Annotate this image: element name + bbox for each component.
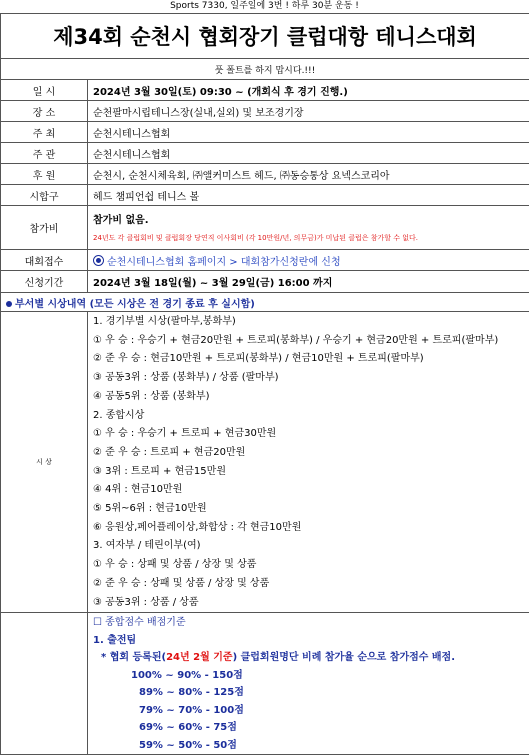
value-sponsor: 순천시, 순천시체육회, ㈜앨커미스트 헤드, ㈜동승통상 요넥스코리아 xyxy=(88,164,529,185)
awards-line: ③ 3위 : 트로피 + 현금15만원 xyxy=(93,465,226,477)
score-line: 59% ~ 50% - 50점 xyxy=(139,739,237,751)
awards-line: ① 우 승 : 우승기 + 현금20만원 + 트로피(봉화부) / 우승기 + 현금20만원 + 트로피(팔마부) xyxy=(93,334,499,346)
page-title: 제34회 순천시 협회장기 클럽대항 테니스대회 xyxy=(1,14,529,59)
value-organizer: 순천시테니스협회 xyxy=(88,143,529,164)
awards-line: ③ 공동3위 : 상품 / 상품 xyxy=(93,596,199,608)
label-date: 일 시 xyxy=(1,80,88,101)
value-period: 2024년 3월 18일(월) ~ 3월 29일(금) 16:00 까지 xyxy=(88,271,529,293)
awards-line: 1. 경기부별 시상(팔마부,봉화부) xyxy=(93,316,236,327)
registration-cell[interactable] xyxy=(88,250,529,271)
awards-section-title: 부서별 시상내역 (모든 시상은 전 경기 종료 후 실시함) xyxy=(15,298,255,310)
label-organizer: 주 관 xyxy=(1,143,88,164)
label-fee: 참가비 xyxy=(1,206,88,250)
registration-link[interactable]: 순천시테니스협회 홈페이지 > 대회참가신청란에 신청 xyxy=(107,256,341,268)
value-ball: 헤드 챔피언쉽 테니스 볼 xyxy=(88,185,529,206)
score-note: * 협회 등록된(24년 2월 기준) 클럽회원명단 비례 참가율 순으로 참가점수 배점. xyxy=(101,652,456,664)
info-table xyxy=(0,13,529,755)
awards-line: ① 우 승 : 상패 및 상품 / 상장 및 상품 xyxy=(93,559,257,571)
awards-line: ② 준 우 승 : 상패 및 상품 / 상장 및 상품 xyxy=(93,577,270,589)
label-ball: 시합구 xyxy=(1,185,88,206)
awards-line: ⑥ 응원상,페어플레이상,화합상 : 각 현금10만원 xyxy=(93,521,302,533)
bullet-icon xyxy=(6,301,12,307)
awards-line: ④ 공동5위 : 상품 (봉화부) xyxy=(93,390,210,402)
awards-line: ② 준 우 승 : 현금10만원 + 트로피(봉화부) / 현금10만원 + 트로피(팔마부) xyxy=(93,353,424,365)
score-heading: ☐ 종합점수 배점기준 xyxy=(93,617,186,629)
label-period: 신청기간 xyxy=(1,271,88,293)
awards-list xyxy=(88,312,529,613)
awards-line: ③ 공동3위 : 상품 (봉화부) / 상품 (팔마부) xyxy=(93,372,279,384)
label-host: 주 최 xyxy=(1,122,88,143)
awards-line: 2. 종합시상 xyxy=(93,409,145,421)
label-sponsor: 후 원 xyxy=(1,164,88,185)
awards-line: ④ 4위 : 현금10만원 xyxy=(93,484,183,496)
score-sub: 1. 출전팀 xyxy=(93,634,137,646)
notice: 풋 폴트를 하지 맙시다.!!! xyxy=(1,59,529,80)
awards-line: ① 우 승 : 우승기 + 트로피 + 현금30만원 xyxy=(93,428,277,440)
globe-icon xyxy=(93,255,104,266)
awards-line: ⑤ 5위~6위 : 현금10만원 xyxy=(93,503,207,515)
fee-cell xyxy=(88,206,529,250)
top-note: Sports 7330, 일주일에 3번 ! 하루 30분 운동 ! xyxy=(170,1,359,11)
label-registration: 대회접수 xyxy=(1,250,88,271)
score-line: 79% ~ 70% - 100점 xyxy=(139,704,244,716)
value-host: 순천시테니스협회 xyxy=(88,122,529,143)
label-awards: 시 상 xyxy=(1,312,88,613)
score-label-empty xyxy=(1,613,88,755)
awards-line: ② 준 우 승 : 트로피 + 현금20만원 xyxy=(93,446,246,458)
score-line: 100% ~ 90% - 150점 xyxy=(131,669,243,681)
fee-note: 24년도 각 클럽회비 및 클럽회장 당연직 이사회비 (각 10만원/년, 의무금)가 미납된 클럽은 참가할 수 없다. xyxy=(93,233,418,242)
label-venue: 장 소 xyxy=(1,101,88,122)
awards-section-header xyxy=(1,293,529,312)
value-date: 2024년 3월 30일(토) 09:30 ~ (개회식 후 경기 진행.) xyxy=(88,80,529,101)
value-venue: 순천팔마시립테니스장(실내,실외) 및 보조경기장 xyxy=(88,101,529,122)
score-criteria xyxy=(88,613,529,755)
score-line: 89% ~ 80% - 125점 xyxy=(139,687,244,699)
fee-value: 참가비 없음. xyxy=(93,214,149,226)
awards-line: 3. 여자부 / 테린이부(여) xyxy=(93,540,201,552)
score-line: 69% ~ 60% - 75점 xyxy=(139,722,237,734)
